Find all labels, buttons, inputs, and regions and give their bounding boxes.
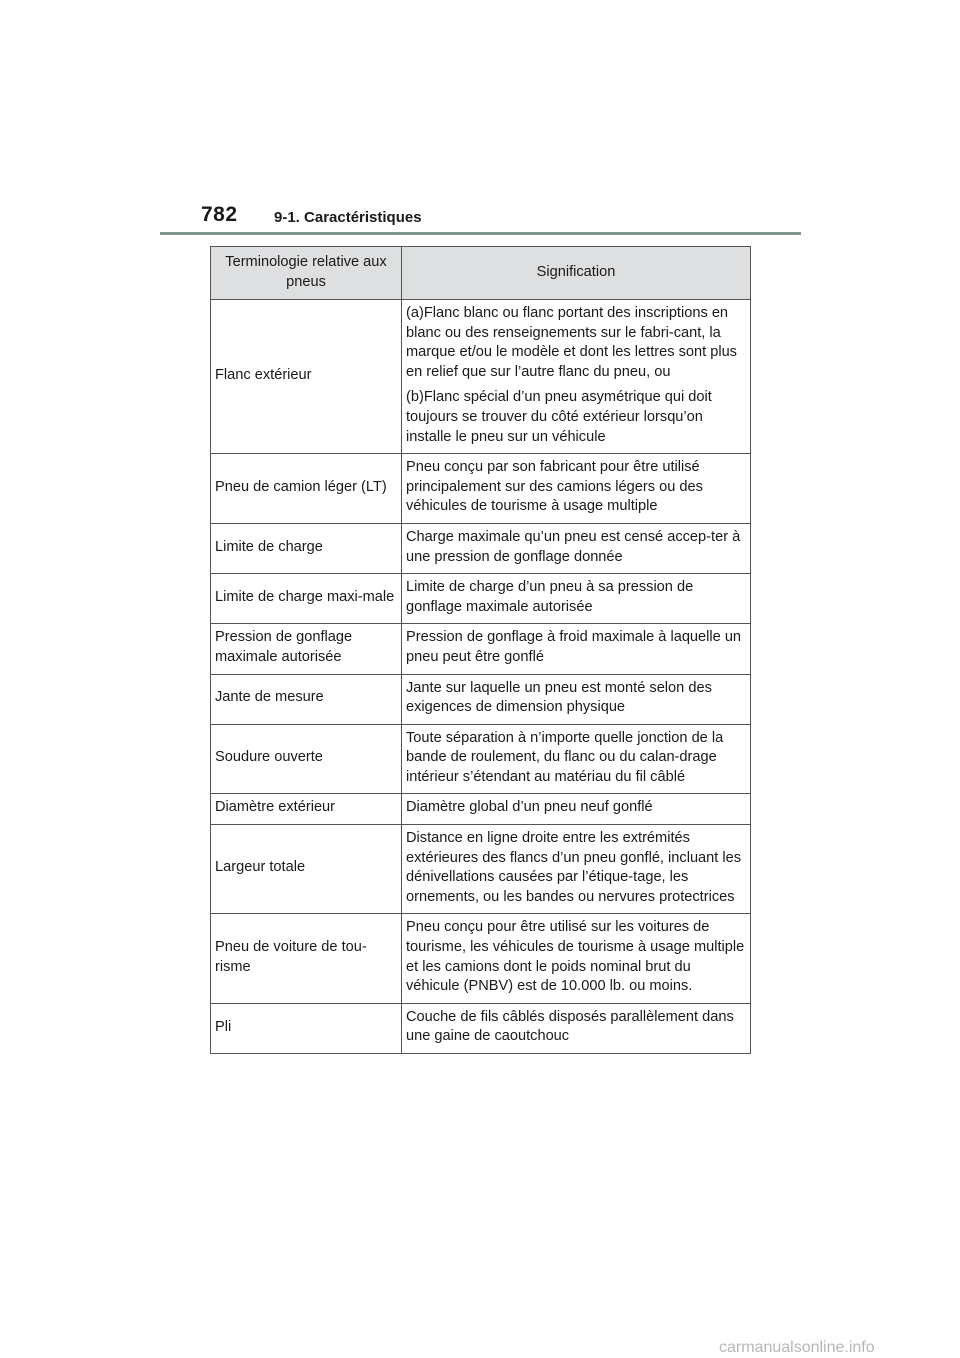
column-header-meaning: Signification: [402, 247, 751, 300]
meaning-cell: [402, 1003, 751, 1053]
term-cell: Soudure ouverte: [211, 724, 402, 794]
meaning-cell: [402, 674, 751, 724]
header-rule: [160, 232, 801, 235]
term-cell: Diamètre extérieur: [211, 794, 402, 825]
tire-terminology-table: [210, 246, 751, 1054]
meaning-paragraph: (b)Flanc spécial d’un pneu asymétrique qui doit toujours se trouver du côté extérieur lorsqu’on installe le pneu sur un véhicule: [406, 389, 712, 445]
table-row: [211, 454, 751, 524]
table-header-row: [211, 247, 751, 300]
table-row: [211, 724, 751, 794]
meaning-paragraph: Toute séparation à n’importe quelle jonction de la bande de roulement, du flanc ou du calan-drage intérieur s’étendant au matériau du fil câblé: [406, 729, 724, 785]
meaning-paragraph: Charge maximale qu’un pneu est censé accep-ter à une pression de gonflage donnée: [406, 528, 741, 565]
meaning-cell: [402, 624, 751, 674]
meaning-paragraph: Limite de charge d’un pneu à sa pression de gonflage maximale autorisée: [406, 579, 694, 615]
term-cell: Jante de mesure: [211, 674, 402, 724]
meaning-paragraph: Jante sur laquelle un pneu est monté selon des exigences de dimension physique: [406, 679, 712, 716]
term-cell: Flanc extérieur: [211, 300, 402, 454]
term-cell: Pression de gonflage maximale autorisée: [211, 624, 402, 674]
meaning-cell: [402, 523, 751, 573]
watermark: carmanualsonline.info: [719, 1339, 875, 1356]
table-row: [211, 523, 751, 573]
meaning-cell: [402, 825, 751, 914]
meaning-cell: [402, 454, 751, 524]
meaning-paragraph: Pneu conçu pour être utilisé sur les voitures de tourisme, les véhicules de tourisme à usage multiple et les camions dont le poids nominal brut du véhicule (PNBV) est de 10.000 lb. ou moins.: [406, 919, 745, 995]
meaning-cell: [402, 794, 751, 825]
table-row: [211, 624, 751, 674]
meaning-paragraph: Pneu conçu par son fabricant pour être utilisé principalement sur des camions légers ou des véhicules de tourisme à usage multiple: [406, 459, 703, 515]
term-cell: Limite de charge maxi-male: [211, 574, 402, 624]
table-row: [211, 300, 751, 454]
term-cell: Pneu de camion léger (LT): [211, 454, 402, 524]
column-header-terminology: Terminologie relative aux pneus: [211, 247, 402, 300]
meaning-cell: [402, 724, 751, 794]
table-row: [211, 825, 751, 914]
meaning-paragraph: Distance en ligne droite entre les extrémités extérieures des flancs d’un pneu gonflé, incluant les dénivellations causées par l’étique-tage, les ornements, ou les bandes ou nervures protectrices: [406, 830, 742, 905]
term-cell: Pneu de voiture de tou-risme: [211, 914, 402, 1003]
meaning-paragraph: (a)Flanc blanc ou flanc portant des inscriptions en blanc ou des renseignements sur le fabri-cant, la marque et/ou le modèle et dont les lettres sont plus en relief que sur l’autre flanc du pneu, ou: [406, 305, 737, 380]
table-row: [211, 574, 751, 624]
table-body: [211, 300, 751, 1054]
meaning-cell: [402, 574, 751, 624]
term-cell: Limite de charge: [211, 523, 402, 573]
table-row: [211, 1003, 751, 1053]
meaning-paragraph: Pression de gonflage à froid maximale à laquelle un pneu peut être gonflé: [406, 629, 742, 665]
meaning-paragraph: Diamètre global d’un pneu neuf gonflé: [406, 799, 653, 816]
table-row: [211, 914, 751, 1003]
meaning-cell: [402, 300, 751, 454]
meaning-cell: [402, 914, 751, 1003]
section-title: 9-1. Caractéristiques: [274, 209, 422, 226]
table-row: [211, 674, 751, 724]
term-cell: Pli: [211, 1003, 402, 1053]
term-cell: Largeur totale: [211, 825, 402, 914]
meaning-paragraph: Couche de fils câblés disposés parallèlement dans une gaine de caoutchouc: [406, 1008, 734, 1045]
table-row: [211, 794, 751, 825]
page-number: 782: [201, 203, 238, 226]
